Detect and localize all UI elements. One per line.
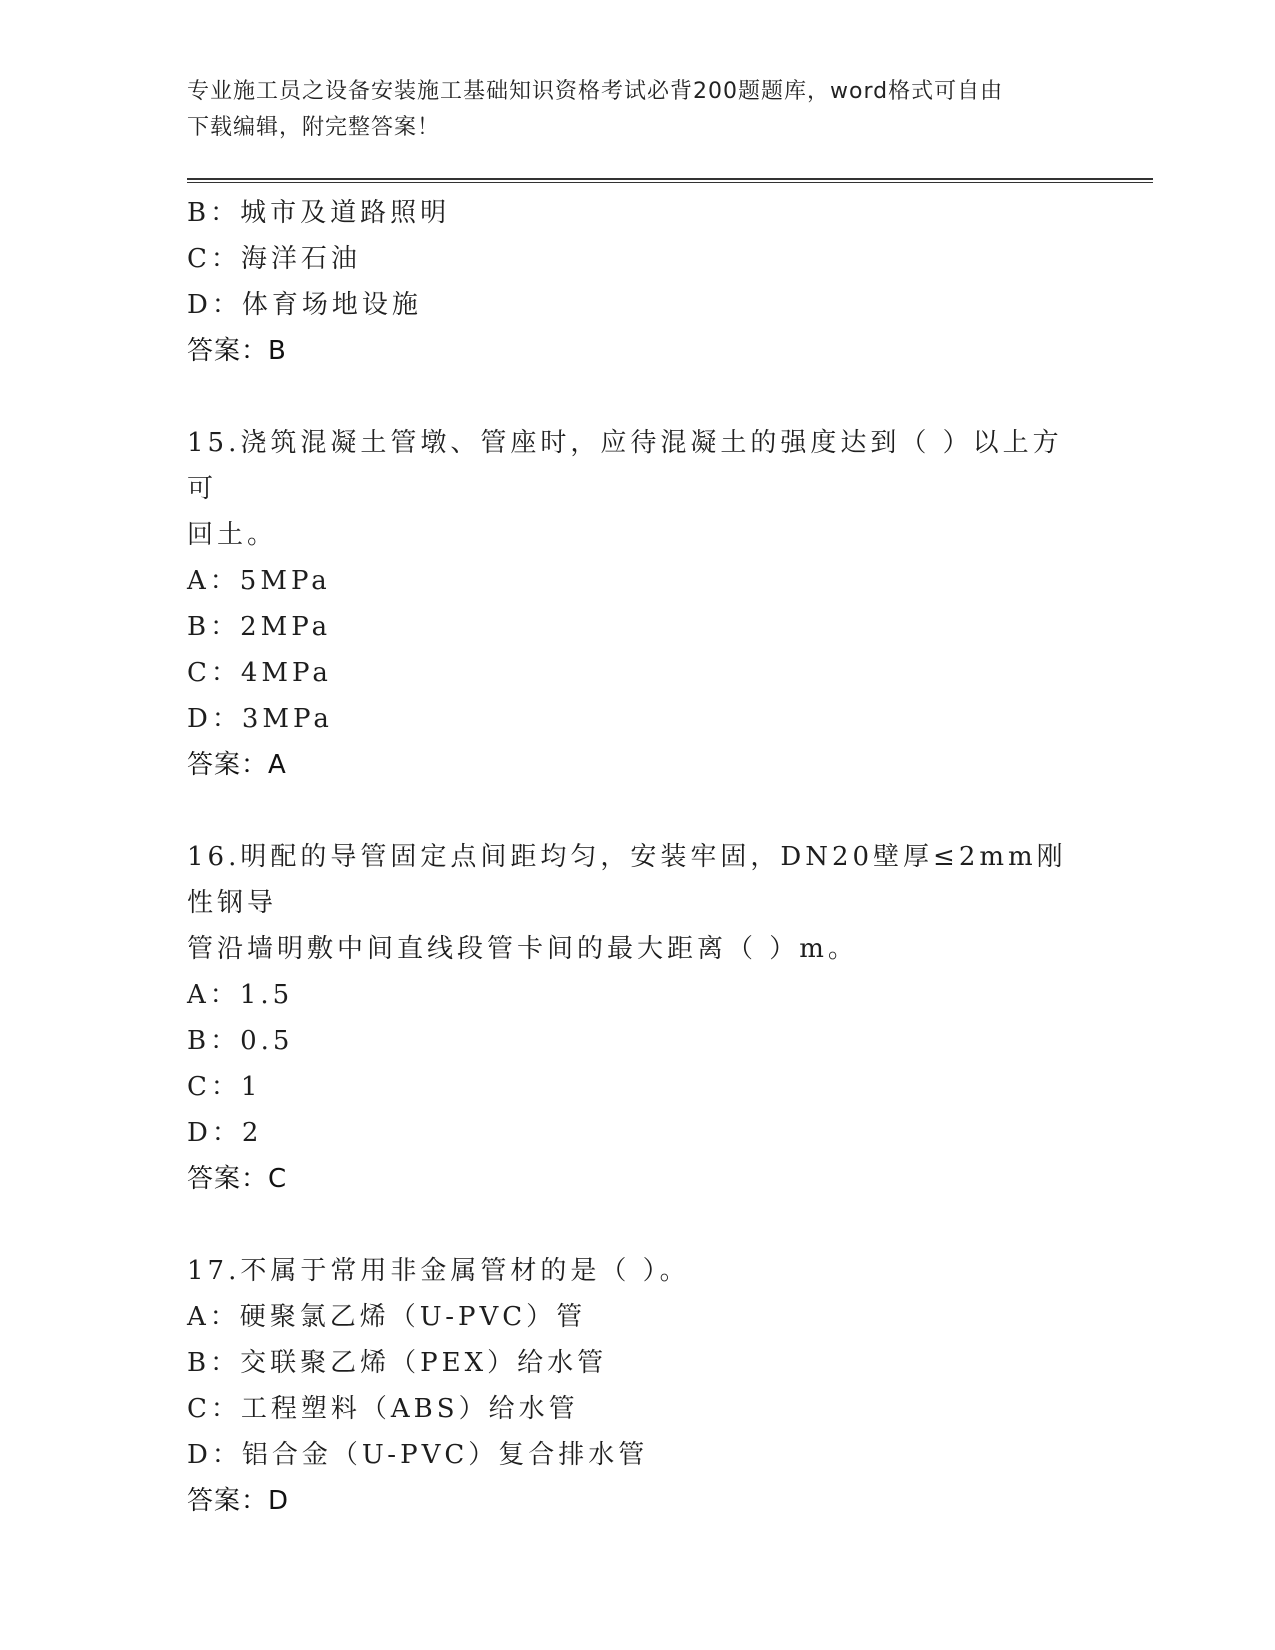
document-header xyxy=(187,74,1087,146)
option-c: C：工程塑料（ABS）给水管 xyxy=(187,1394,579,1424)
answer-line: 答案：A xyxy=(187,750,287,780)
option-a: A：1.5 xyxy=(187,980,294,1010)
option-a: A：硬聚氯乙烯（U-PVC）管 xyxy=(187,1302,587,1332)
question-15 xyxy=(187,420,1087,788)
answer-line: 答案：B xyxy=(187,336,287,366)
answer-line: 答案：D xyxy=(187,1486,290,1516)
question-14-continued xyxy=(187,190,1087,374)
header-title-line-2: 下载编辑，附完整答案！ xyxy=(187,115,441,140)
option-c: C：海洋石油 xyxy=(187,244,361,274)
question-17 xyxy=(187,1248,1087,1524)
option-c: C：1 xyxy=(187,1072,262,1102)
question-stem-line-1: 15.浇筑混凝土管墩、管座时，应待混凝土的强度达到（ ）以上方可 xyxy=(187,428,1063,504)
header-divider xyxy=(187,178,1153,183)
option-d: D：体育场地设施 xyxy=(187,290,422,320)
option-b: B：城市及道路照明 xyxy=(187,198,451,228)
option-b: B：交联聚乙烯（PEX）给水管 xyxy=(187,1348,608,1378)
option-d: D：3MPa xyxy=(187,704,333,734)
option-a: A：5MPa xyxy=(187,566,331,596)
spacer xyxy=(187,1202,1087,1248)
question-stem-line-2: 回土。 xyxy=(187,520,278,550)
question-16 xyxy=(187,834,1087,1202)
spacer xyxy=(187,374,1087,420)
option-c: C：4MPa xyxy=(187,658,332,688)
option-b: B：2MPa xyxy=(187,612,332,642)
question-stem-line-1: 16.明配的导管固定点间距均匀，安装牢固，DN20壁厚≤2mm刚性钢导 xyxy=(187,842,1067,918)
spacer xyxy=(187,788,1087,834)
question-stem-line-2: 管沿墙明敷中间直线段管卡间的最大距离（ ）m。 xyxy=(187,934,858,964)
document-body xyxy=(187,190,1087,1524)
option-d: D：2 xyxy=(187,1118,263,1148)
header-title-line-1: 专业施工员之设备安装施工基础知识资格考试必背200题题库，word格式可自由 xyxy=(187,79,1004,104)
answer-line: 答案：C xyxy=(187,1164,288,1194)
option-d: D：铝合金（U-PVC）复合排水管 xyxy=(187,1440,649,1470)
option-b: B：0.5 xyxy=(187,1026,294,1056)
question-stem-line-1: 17.不属于常用非金属管材的是（ ）。 xyxy=(187,1256,690,1286)
